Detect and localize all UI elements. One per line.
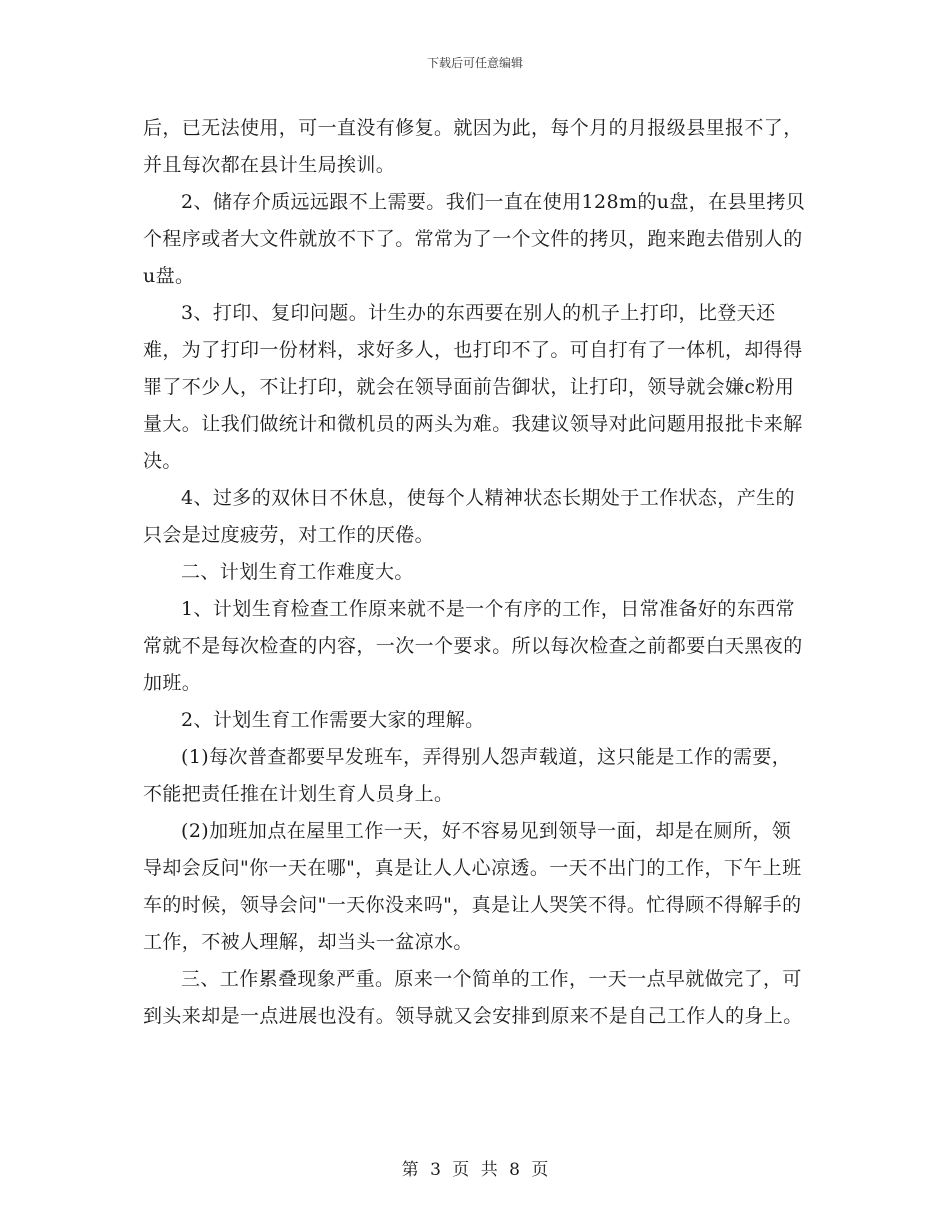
paragraph-weekend-overwork: 4、过多的双休日不休息，使每个人精神状态长期处于工作状态，产生的只会是过度疲劳，对工作的厌倦。	[143, 487, 795, 546]
page-number: 第 3 页 共 8 页	[401, 1160, 549, 1180]
document-body	[143, 110, 808, 1035]
paragraph-early-bus: (1)每次普查都要早发班车，弄得别人怨声载道，这只能是工作的需要，不能把责任推在计划生育人员身上。	[143, 746, 792, 805]
paragraph-continuation: 后，已无法使用，可一直没有修复。就因为此，每个月的月报级县里报不了，并且每次都在县计生局挨训。	[143, 117, 803, 176]
section-heading-difficulty: 二、计划生育工作难度大。	[181, 561, 414, 583]
paragraph-overtime: (2)加班加点在屋里工作一天，好不容易见到领导一面，却是在厕所，领导却会反问"你一天在哪"，真是让人人心凉透。一天不出门的工作，下午上班车的时候，领导会问"一天你没来吗"，真是让人哭笑不得。忙得顾不得解手的工作，不被人理解，却当头一盆凉水。	[143, 820, 802, 953]
paragraph-understanding: 2、计划生育工作需要大家的理解。	[181, 709, 485, 731]
page-header: 下载后可任意编辑	[426, 56, 523, 70]
paragraph-storage-media: 2、储存介质远远跟不上需要。我们一直在使用128m的u盘，在县里拷贝个程序或者大文件就放不下了。常常为了一个文件的拷贝，跑来跑去借别人的u盘。	[143, 191, 806, 287]
paragraph-inspection-work: 1、计划生育检查工作原来就不是一个有序的工作，日常准备好的东西常常就不是每次检查的内容，一次一个要求。所以每次检查之前都要白天黑夜的加班。	[143, 598, 803, 694]
section-heading-workload: 三、工作累叠现象严重。原来一个简单的工作，一天一点早就做完了，可到头来却是一点进展也没有。领导就又会安排到原来不是自己工作人的身上。	[143, 968, 803, 1027]
paragraph-printing-issue: 3、打印、复印问题。计生办的东西要在别人的机子上打印，比登天还难，为了打印一份材料，求好多人，也打印不了。可自打有了一体机，却得得罪了不少人，不让打印，就会在领导面前告御状，让打印，领导就会嫌c粉用量大。让我们做统计和微机员的两头为难。我建议领导对此问题用报批卡来解决。	[143, 302, 803, 472]
